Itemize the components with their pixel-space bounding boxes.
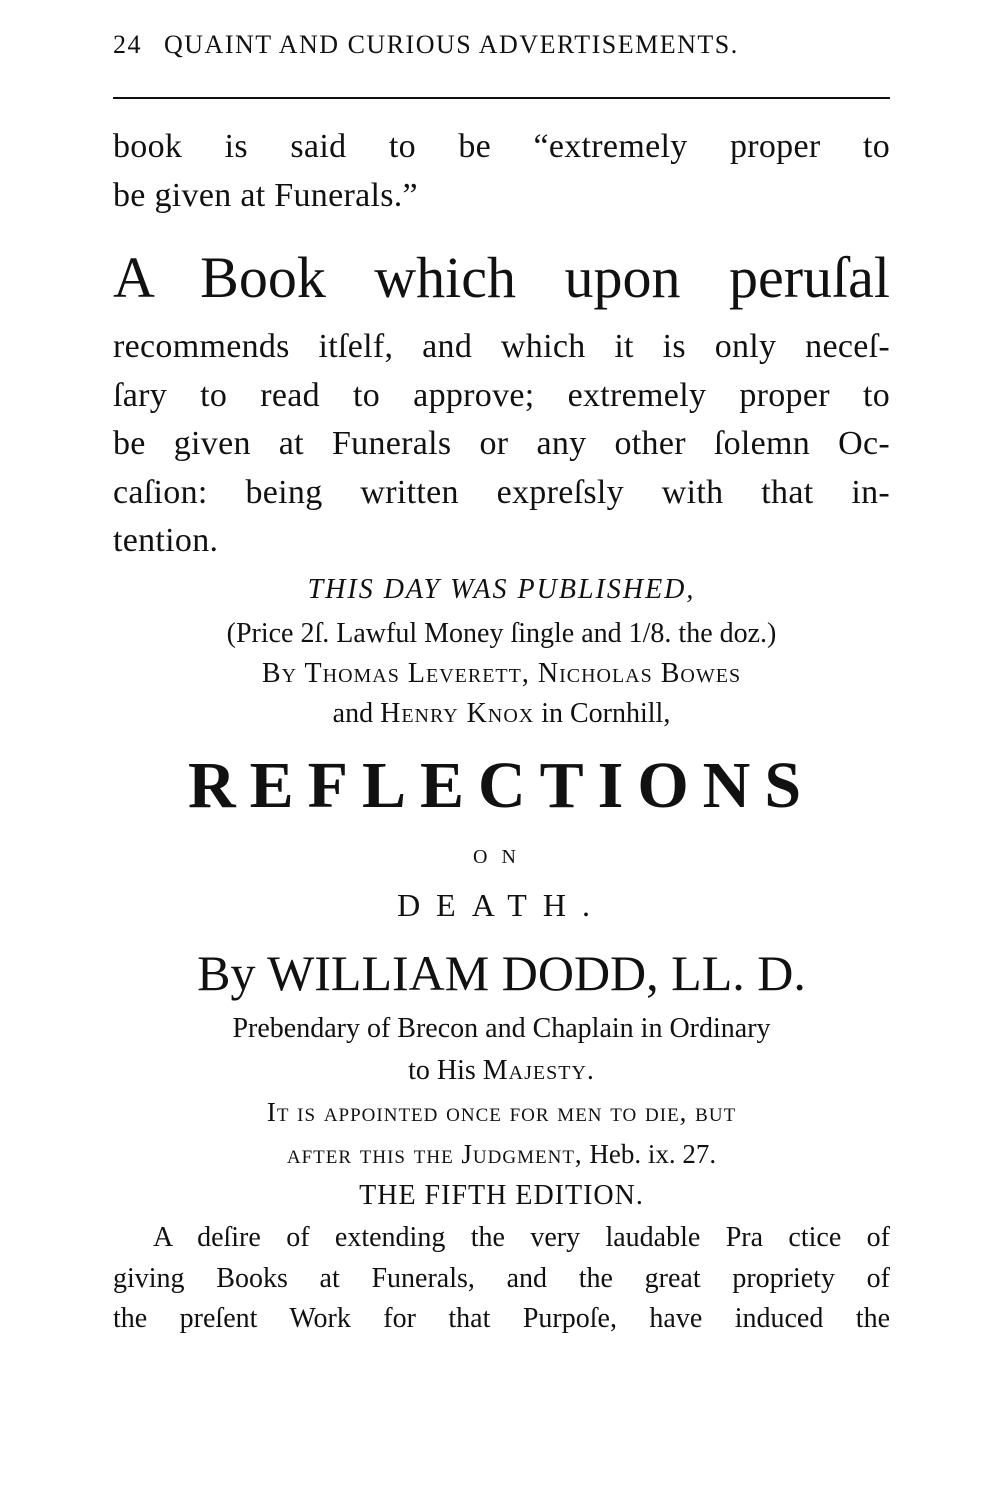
closing-line-1: A deſire of extending the very laudable Pra ctice of [153,1222,890,1253]
edition-line: THE FIFTH EDITION. [359,1180,644,1211]
price-line: (Price 2ſ. Lawful Money ſingle and 1/8. the doz.) [226,618,777,649]
paragraph-line-4: caſion: being written expreſsly with that in- [113,474,890,511]
author-role-line-1: Prebendary of Brecon and Chaplain in Ordinary [232,1013,771,1044]
author-name: By WILLIAM DODD, LL. D. [197,945,806,1001]
published-notice: THIS DAY WAS PUBLISHED, [307,574,696,605]
title-on: ON [473,846,530,868]
page-number: 24 [113,30,142,59]
paragraph-line-3: be given at Funerals or any other ſolemn Oc- [113,425,890,462]
running-title: QUAINT AND CURIOUS ADVERTISEMENTS. [164,30,739,59]
book-page [113,0,890,1500]
location-line: and Henry Knox in Cornhill, [332,698,671,729]
publisher-line: By Thomas Leverett, Nicholas Bowes [261,658,742,689]
advert-headline: A Book which upon peruſal [113,245,890,310]
header-rule [113,97,890,99]
epigraph-line-1: It is appointed once for men to die, but [266,1097,737,1127]
intro-line-1: book is said to be “extremely proper to [113,128,890,165]
paragraph-line-2: ſary to read to approve; extremely proper to [113,377,890,414]
running-head [113,30,890,60]
epigraph-line-2: after this the Judgment, Heb. ix. 27. [286,1139,717,1169]
paragraph-line-1: recommends itſelf, and which it is only neceſ- [113,328,890,365]
intro-line-2: be given at Funerals.” [113,177,418,214]
book-title: REFLECTIONS [187,749,816,822]
author-role-line-2: to His Majesty. [408,1055,595,1086]
closing-line-3: the preſent Work for that Purpoſe, have induced the [113,1303,890,1334]
title-subject: DEATH. [397,887,606,923]
paragraph-line-5: tention. [113,522,219,559]
closing-line-2: giving Books at Funerals, and the great propriety of [113,1263,890,1294]
